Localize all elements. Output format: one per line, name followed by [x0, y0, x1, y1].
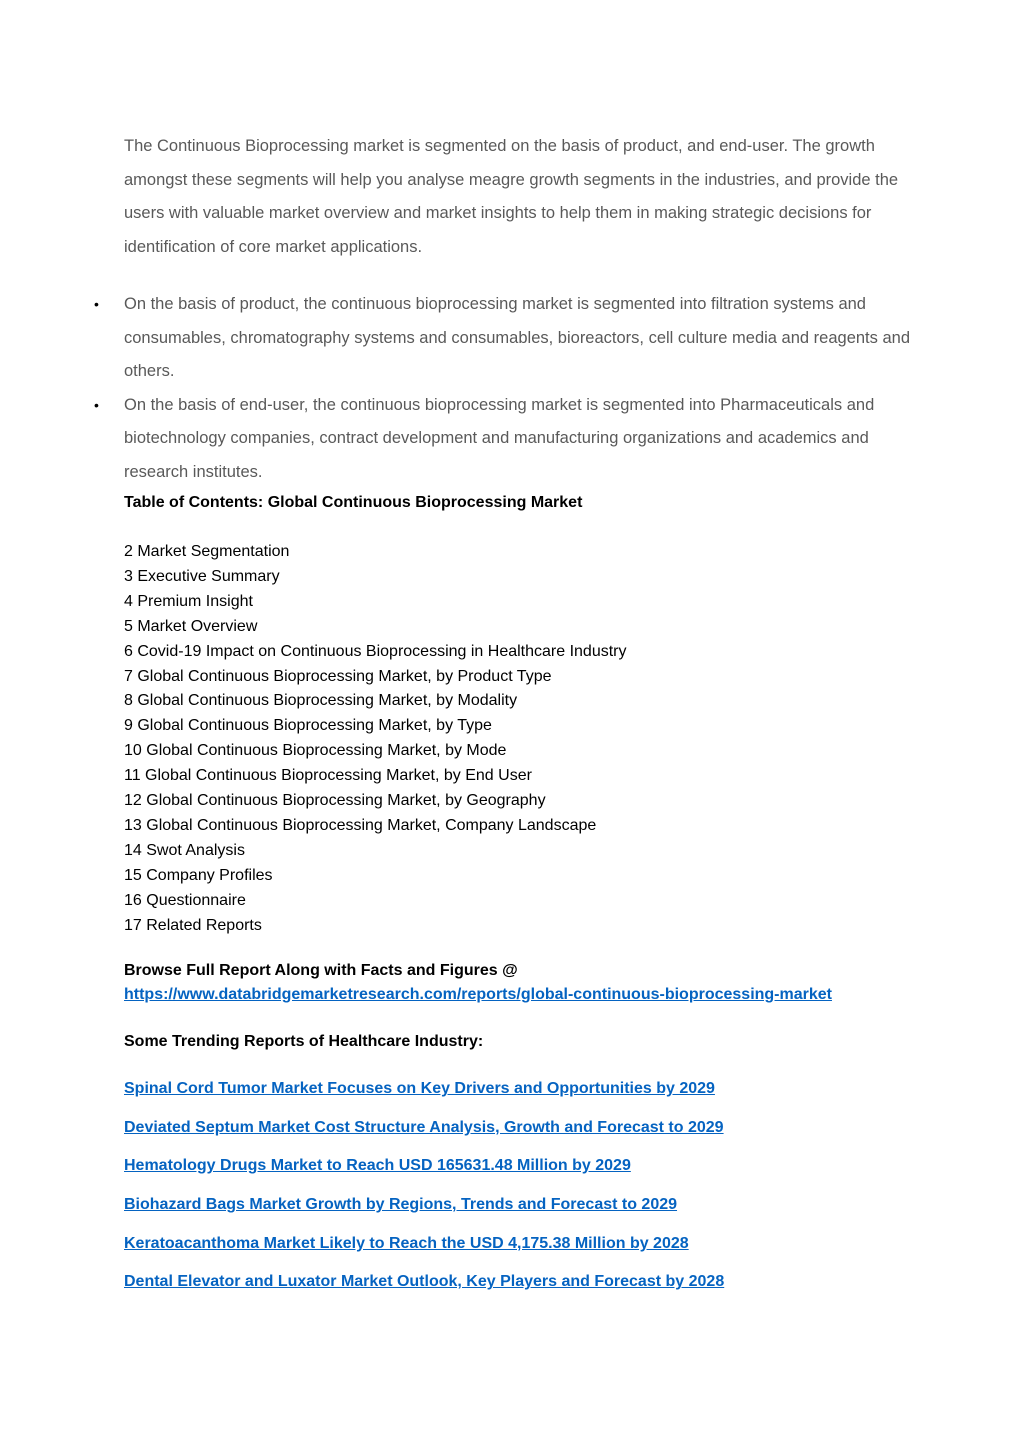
toc-item: 6 Covid-19 Impact on Continuous Bioprocessing in Healthcare Industry	[124, 642, 627, 660]
trending-report-item	[124, 1080, 724, 1119]
toc-item: 15 Company Profiles	[124, 866, 273, 884]
intro-paragraph: The Continuous Bioprocessing market is segmented on the basis of product, and end-user. The growth amongst these segments will help you analyse meagre growth segments in the industries, and provide the users with valuable market overview and market insights to help them in making strategic decisions for identification of core market applications.	[124, 137, 899, 256]
browse-report-label: Browse Full Report Along with Facts and Figures @	[124, 962, 518, 979]
toc-list	[124, 540, 627, 939]
toc-item: 11 Global Continuous Bioprocessing Market, by End User	[124, 767, 532, 785]
trending-report-link[interactable]: Dental Elevator and Luxator Market Outlook, Key Players and Forecast by 2028	[124, 1273, 725, 1291]
toc-heading: Table of Contents: Global Continuous Bioprocessing Market	[124, 494, 583, 511]
trending-report-link[interactable]: Deviated Septum Market Cost Structure Analysis, Growth and Forecast to 2029	[124, 1118, 724, 1136]
toc-item: 14 Swot Analysis	[124, 841, 245, 859]
trending-reports-heading: Some Trending Reports of Healthcare Industry:	[124, 1033, 484, 1050]
bullet-text: On the basis of end-user, the continuous bioprocessing market is segmented into Pharmaceuticals and biotechnology companies, contract development and manufacturing organizations and academics and research institutes.	[124, 395, 875, 481]
trending-reports-list	[124, 1080, 724, 1312]
trending-report-link[interactable]: Biohazard Bags Market Growth by Regions, Trends and Forecast to 2029	[124, 1196, 678, 1214]
full-report-link[interactable]: https://www.databridgemarketresearch.com/reports/global-continuous-bioprocessing-market	[124, 986, 832, 1003]
trending-report-link[interactable]: Hematology Drugs Market to Reach USD 165631.48 Million by 2029	[124, 1157, 631, 1175]
toc-item: 9 Global Continuous Bioprocessing Market, by Type	[124, 717, 492, 735]
toc-item: 3 Executive Summary	[124, 567, 280, 585]
trending-report-item	[124, 1273, 724, 1312]
toc-item: 10 Global Continuous Bioprocessing Market, by Mode	[124, 742, 507, 760]
trending-report-item	[124, 1157, 724, 1196]
toc-item: 5 Market Overview	[124, 617, 258, 635]
trending-report-item	[124, 1119, 724, 1158]
trending-report-link[interactable]: Spinal Cord Tumor Market Focuses on Key Drivers and Opportunities by 2029	[124, 1080, 715, 1097]
bullet-item-end-user	[94, 389, 914, 490]
toc-item: 8 Global Continuous Bioprocessing Market, by Modality	[124, 692, 518, 710]
segmentation-bullet-list	[94, 288, 914, 489]
toc-item: 17 Related Reports	[124, 916, 262, 934]
bullet-text: On the basis of product, the continuous bioprocessing market is segmented into filtration systems and consumables, chromatography systems and consumables, bioreactors, cell culture media and reagents and others.	[124, 295, 910, 380]
bullet-icon: •	[94, 296, 99, 312]
toc-item: 4 Premium Insight	[124, 592, 253, 610]
trending-report-link[interactable]: Keratoacanthoma Market Likely to Reach the USD 4,175.38 Million by 2028	[124, 1234, 689, 1252]
bullet-item-product	[94, 288, 914, 389]
trending-report-item	[124, 1235, 724, 1274]
toc-item: 2 Market Segmentation	[124, 543, 290, 560]
bullet-icon: •	[94, 396, 99, 413]
toc-item: 12 Global Continuous Bioprocessing Market, by Geography	[124, 792, 546, 810]
toc-item: 13 Global Continuous Bioprocessing Market, Company Landscape	[124, 816, 597, 834]
toc-item: 7 Global Continuous Bioprocessing Market, by Product Type	[124, 667, 552, 685]
toc-item: 16 Questionnaire	[124, 891, 246, 909]
trending-report-item	[124, 1196, 724, 1235]
